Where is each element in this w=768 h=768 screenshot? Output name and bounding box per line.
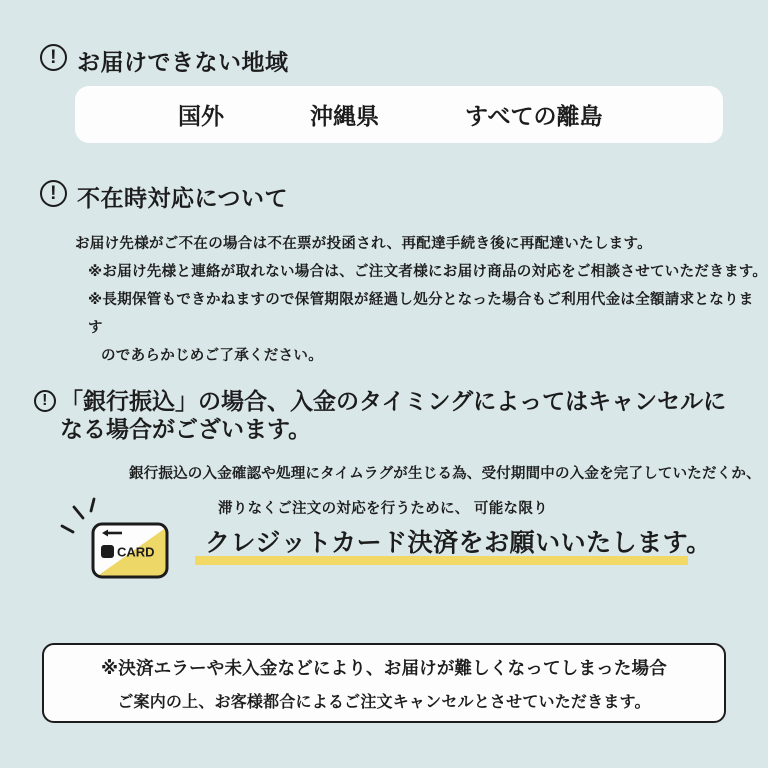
bank-transfer-title-line2: なる場合がございます。 <box>60 416 312 442</box>
region-overseas: 国外 <box>178 103 224 129</box>
exclamation-circle-icon: ! <box>40 44 67 71</box>
cancel-notice-box <box>42 643 726 723</box>
absence-handling-body <box>75 230 768 370</box>
card-label: CARD <box>117 544 155 560</box>
cancel-notice-line1: ※決済エラーや未入金などにより、お届けが難しくなってしまった場合 <box>101 657 667 678</box>
cancel-notice-line2: ご案内の上、お客様都合によるご注文キャンセルとさせていただきます。 <box>117 693 651 711</box>
card-chip-icon <box>101 545 114 558</box>
absence-note: ※お届け先様と連絡が取れない場合は、ご注文者様にお届け商品の対応をご相談させていただきます。 <box>88 264 768 280</box>
bank-transfer-title-line1: 「銀行振込」の場合、入金のタイミングによってはキャンセルに <box>60 388 727 414</box>
exclamation-circle-icon: ! <box>40 180 67 207</box>
undeliverable-areas-heading <box>40 44 289 77</box>
bank-transfer-heading <box>34 387 726 443</box>
absence-note-continued: のであらかじめご了承ください。 <box>101 348 323 364</box>
sparkle-lines-icon <box>62 499 94 532</box>
absence-note: ※長期保管もできかねますので保管期限が経過し処分となった場合もご利用代金は全額請求となります <box>88 292 754 336</box>
exclamation-circle-icon: ! <box>34 390 56 412</box>
absence-handling-heading <box>40 180 288 213</box>
undeliverable-areas-title: お届けできない地域 <box>77 49 289 75</box>
credit-card-request-text: クレジットカード決済をお願いいたします。 <box>195 521 712 565</box>
bank-transfer-body-line1: 銀行振込の入金確認や処理にタイムラグが生じる為、受付期間中の入金を完了していただくか、 <box>129 466 761 482</box>
absence-handling-title: 不在時対応について <box>77 185 289 211</box>
credit-card-icon <box>56 494 172 584</box>
bank-transfer-title <box>60 387 726 443</box>
region-remote-islands: すべての離島 <box>465 103 603 129</box>
undeliverable-regions-box <box>75 86 723 143</box>
absence-line: お届け先様がご不在の場合は不在票が投函され、再配達手続き後に再配達いたします。 <box>75 236 652 252</box>
bank-transfer-body-line2: 滞りなくご注文の対応を行うために、 可能な限り <box>218 501 548 517</box>
region-okinawa: 沖縄県 <box>310 103 379 129</box>
